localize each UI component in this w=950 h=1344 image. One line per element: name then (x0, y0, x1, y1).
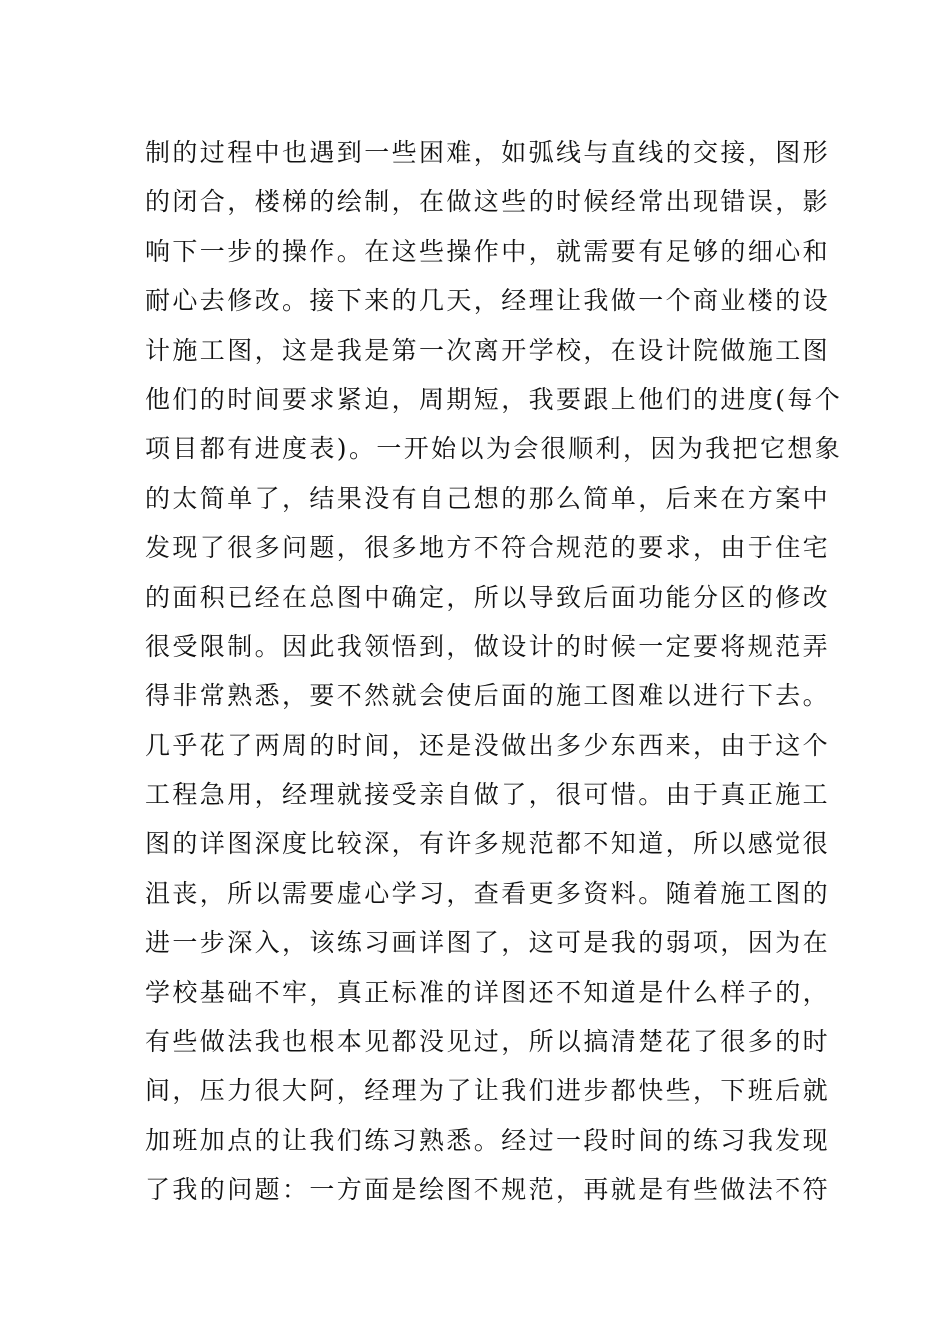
text-line-10: 的面积已经在总图中确定，所以导致后面功能分区的修改 (145, 582, 831, 612)
body-text (145, 128, 843, 1215)
text-line-5: 计施工图，这是我是第一次离开学校，在设计院做施工图 (145, 335, 831, 365)
text-line-9: 发现了很多问题，很多地方不符合规范的要求，由于住宅 (145, 533, 831, 563)
text-line-19: 有些做法我也根本见都没见过，所以搞清楚花了很多的时 (145, 1027, 831, 1057)
text-line-17: 进一步深入，该练习画详图了，这可是我的弱项，因为在 (145, 928, 831, 958)
text-line-8: 的太简单了，结果没有自己想的那么简单，后来在方案中 (145, 483, 831, 513)
text-line-18: 学校基础不牢，真正标准的详图还不知道是什么样子的， (145, 977, 831, 1007)
text-line-13: 几乎花了两周的时间，还是没做出多少东西来，由于这个 (145, 730, 831, 760)
text-line-4: 耐心去修改。接下来的几天，经理让我做一个商业楼的设 (145, 286, 831, 316)
text-line-20: 间，压力很大阿，经理为了让我们进步都快些，下班后就 (145, 1076, 831, 1106)
text-line-2: 的闭合，楼梯的绘制，在做这些的时候经常出现错误，影 (145, 187, 831, 217)
text-line-11: 很受限制。因此我领悟到，做设计的时候一定要将规范弄 (145, 631, 831, 661)
text-line-21: 加班加点的让我们练习熟悉。经过一段时间的练习我发现 (145, 1125, 831, 1155)
text-line-7: 项目都有进度表)。一开始以为会很顺利，因为我把它想象 (145, 434, 843, 464)
text-line-22: 了我的问题：一方面是绘图不规范，再就是有些做法不符 (145, 1175, 831, 1205)
text-line-1: 制的过程中也遇到一些困难，如弧线与直线的交接，图形 (145, 138, 831, 167)
text-line-12: 得非常熟悉，要不然就会使后面的施工图难以进行下去。 (145, 681, 831, 711)
text-line-14: 工程急用，经理就接受亲自做了，很可惜。由于真正施工 (145, 780, 831, 810)
text-line-3: 响下一步的操作。在这些操作中，就需要有足够的细心和 (145, 236, 831, 266)
text-line-6: 他们的时间要求紧迫，周期短，我要跟上他们的进度(每个 (145, 384, 843, 414)
text-line-16: 沮丧，所以需要虚心学习，查看更多资料。随着施工图的 (145, 878, 831, 908)
text-line-15: 图的详图深度比较深，有许多规范都不知道，所以感觉很 (145, 829, 831, 859)
